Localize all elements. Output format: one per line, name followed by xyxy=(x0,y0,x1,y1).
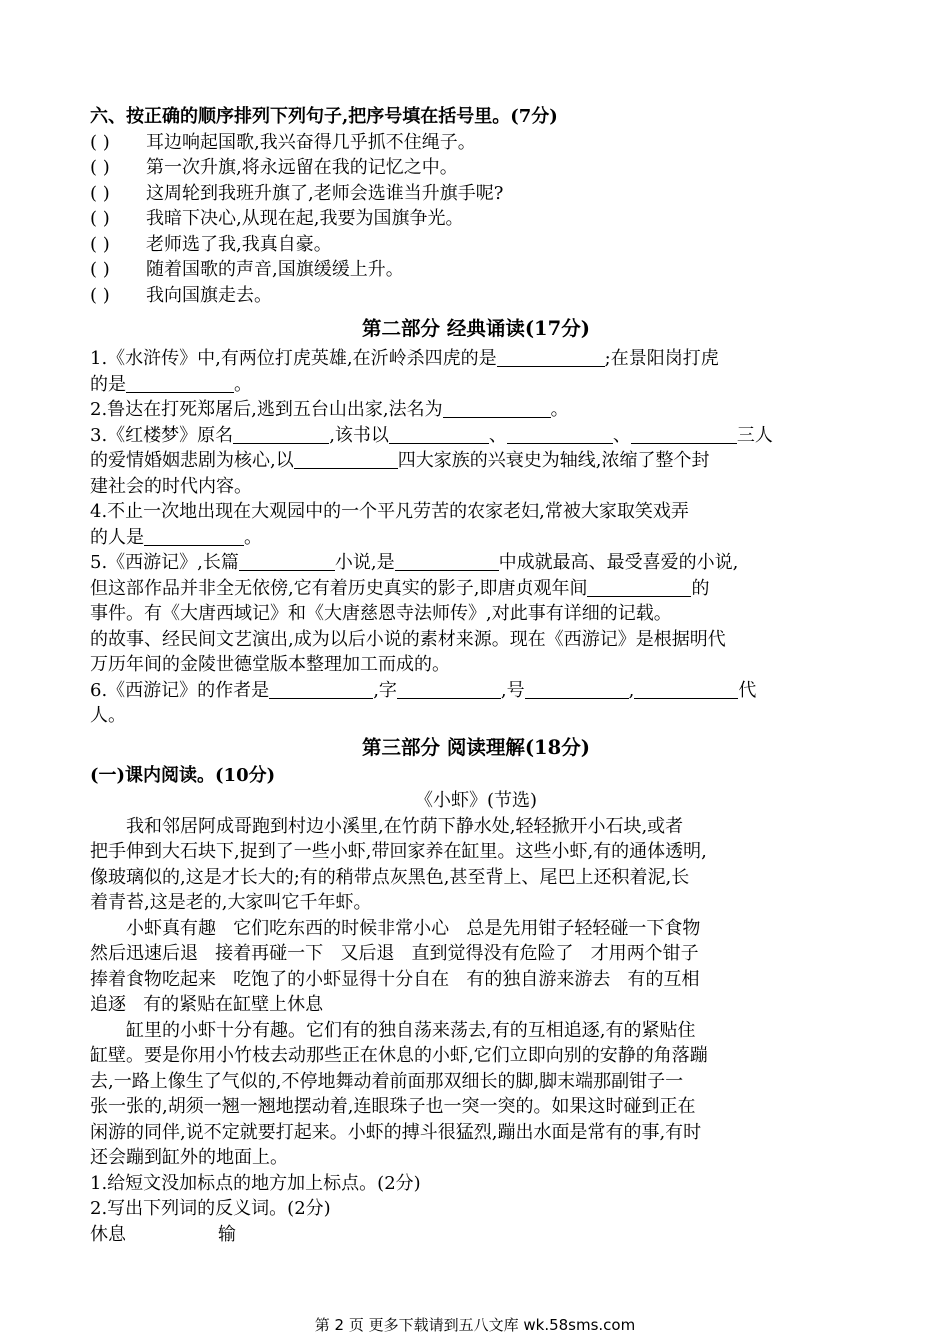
fill-blank[interactable] xyxy=(631,425,737,444)
question-4: 4.不止一次地出现在大观园中的一个平凡劳苦的农家老妇,常被大家取笑戏弄 xyxy=(90,501,689,522)
answer-parens[interactable]: ( ) xyxy=(90,233,110,255)
content xyxy=(90,104,862,1247)
question-6-cont: 人。 xyxy=(90,705,126,726)
passage-line-unpunctuated[interactable]: 小虾真有趣 它们吃东西的时候非常小心 总是先用钳子轻轻碰一下食物 xyxy=(126,917,701,939)
fill-blank[interactable] xyxy=(634,680,738,699)
answer-parens[interactable]: ( ) xyxy=(90,208,110,229)
q-text: ;在景阳岗打虎 xyxy=(604,348,719,369)
q-text: 但这部作品并非全无依傍,它有着历史真实的影子,即唐贞观年间 xyxy=(90,577,588,599)
q-text: , xyxy=(628,679,635,701)
q-text: 、 xyxy=(612,424,631,446)
q-text: 四大家族的兴衰史为轴线,浓缩了整个封 xyxy=(397,450,710,471)
q-text: 小说,是 xyxy=(334,552,395,573)
passage-line: 缸里的小虾十分有趣。它们有的独自荡来荡去,有的互相追逐,有的紧贴住 xyxy=(126,1019,696,1041)
passage-line: 张一张的,胡须一翘一翘地摆动着,连眼珠子也一突一突的。如果这时碰到正在 xyxy=(90,1096,696,1117)
question-5-cont xyxy=(90,576,862,602)
order-item xyxy=(90,283,862,309)
question-1 xyxy=(90,346,862,372)
question-1-cont xyxy=(90,372,862,398)
fill-blank[interactable] xyxy=(397,680,501,699)
passage-line: 还会蹦到缸外的地面上。 xyxy=(90,1147,288,1168)
part2-title: 第二部分 经典诵读(17分) xyxy=(362,317,590,340)
q-text: 1.《水浒传》中,有两位打虎英雄,在沂岭杀四虎的是 xyxy=(90,348,497,369)
q-text: 三人 xyxy=(736,424,773,446)
order-item-text: 耳边响起国歌,我兴奋得几乎抓不住绳子。 xyxy=(146,131,476,153)
order-item-text: 随着国歌的声音,国旗缓缓上升。 xyxy=(146,259,404,280)
q-text: 的 xyxy=(691,577,710,599)
fill-blank[interactable] xyxy=(126,374,234,393)
passage-title: 《小虾》(节选) xyxy=(414,790,538,811)
answer-parens[interactable]: ( ) xyxy=(90,259,110,280)
fill-blank[interactable] xyxy=(269,680,373,699)
passage-line: 我和邻居阿成哥跑到村边小溪里,在竹荫下静水处,轻轻掀开小石块,或者 xyxy=(126,815,684,837)
order-item xyxy=(90,206,862,232)
passage-line-unpunctuated[interactable]: 捧着食物吃起来 吃饱了的小虾显得十分自在 有的独自游来游去 有的互相 xyxy=(90,968,700,990)
q-text: 3.《红楼梦》原名 xyxy=(90,424,234,446)
question-5-cont: 万历年间的金陵世德堂版本整理加工而成的。 xyxy=(90,654,450,675)
q-text: 5.《西游记》,长篇 xyxy=(90,552,239,573)
q-text: ,该书以 xyxy=(329,424,389,446)
section6-title: 六、按正确的顺序排列下列句子,把序号填在括号里。(7分) xyxy=(90,106,558,127)
question-3 xyxy=(90,423,862,449)
fill-blank[interactable] xyxy=(239,552,335,571)
order-item xyxy=(90,155,862,181)
passage-line-unpunctuated[interactable]: 追逐 有的紧贴在缸壁上休息 xyxy=(90,994,324,1015)
order-item xyxy=(90,232,862,258)
answer-parens[interactable]: ( ) xyxy=(90,182,110,204)
q-text: 。 xyxy=(234,373,252,395)
order-item-text: 这周轮到我班升旗了,老师会选谁当升旗手呢? xyxy=(146,182,504,204)
antonym-word: 输 xyxy=(218,1223,236,1245)
question-3-cont: 建社会的时代内容。 xyxy=(90,475,252,497)
fill-blank[interactable] xyxy=(497,348,605,367)
question-5-cont: 的故事、经民间文艺演出,成为以后小说的素材来源。现在《西游记》是根据明代 xyxy=(90,628,726,650)
fill-blank[interactable] xyxy=(144,527,244,546)
order-item-text: 老师选了我,我真自豪。 xyxy=(146,233,332,255)
fill-blank[interactable] xyxy=(233,425,329,444)
antonym-word: 休息 xyxy=(90,1223,126,1245)
reading-question-2: 2.写出下列词的反义词。(2分) xyxy=(90,1198,331,1219)
part3-title: 第三部分 阅读理解(18分) xyxy=(362,735,590,759)
order-item-text: 我向国旗走去。 xyxy=(146,284,272,306)
part3-subtitle: (一)课内阅读。(10分) xyxy=(90,764,276,786)
passage-line: 闲游的同伴,说不定就要打起来。小虾的搏斗很猛烈,蹦出水面是常有的事,有时 xyxy=(90,1121,702,1143)
q-text: 。 xyxy=(550,399,569,420)
q-text: ,字 xyxy=(373,679,397,701)
q-text: 的爱情婚姻悲剧为核心,以 xyxy=(90,450,294,471)
passage-line: 缸壁。要是你用小竹枝去动那些正在休息的小虾,它们立即向别的安静的角落蹦 xyxy=(90,1045,708,1066)
page-footer: 第 2 页 更多下载请到五八文库 wk.58sms.com xyxy=(314,1316,636,1334)
question-2 xyxy=(90,397,862,423)
q-text: 代 xyxy=(738,679,757,701)
q-text: ,号 xyxy=(500,679,525,701)
order-item xyxy=(90,257,862,283)
passage-line: 像玻璃似的,这是才长大的;有的稍带点灰黑色,甚至背上、尾巴上还积着泥,长 xyxy=(90,866,690,888)
question-4-cont xyxy=(90,525,862,551)
fill-blank[interactable] xyxy=(395,552,499,571)
q-text: 中成就最高、最受喜爱的小说, xyxy=(498,552,739,573)
antonym-words xyxy=(90,1222,862,1248)
order-item xyxy=(90,130,862,156)
passage-line-unpunctuated[interactable]: 然后迅速后退 接着再碰一下 又后退 直到觉得没有危险了 才用两个钳子 xyxy=(90,943,699,964)
q-text: 、 xyxy=(488,424,507,446)
fill-blank[interactable] xyxy=(507,425,613,444)
order-item-text: 第一次升旗,将永远留在我的记忆之中。 xyxy=(146,157,458,178)
q-text: 。 xyxy=(244,526,262,548)
fill-blank[interactable] xyxy=(587,578,691,597)
order-item xyxy=(90,181,862,207)
passage-line: 把手伸到大石块下,捉到了一些小虾,带回家养在缸里。这些小虾,有的通体透明, xyxy=(90,841,707,862)
fill-blank[interactable] xyxy=(294,450,398,469)
q-text: 2.鲁达在打死郑屠后,逃到五台山出家,法名为 xyxy=(90,399,443,420)
answer-parens[interactable]: ( ) xyxy=(90,131,110,153)
fill-blank[interactable] xyxy=(525,680,629,699)
question-5 xyxy=(90,550,862,576)
passage-line: 着青苔,这是老的,大家叫它千年虾。 xyxy=(90,892,372,913)
question-5-cont: 事件。有《大唐西域记》和《大唐慈恩寺法师传》,对此事有详细的记载。 xyxy=(90,603,672,624)
answer-parens[interactable]: ( ) xyxy=(90,284,110,306)
question-6 xyxy=(90,678,862,704)
q-text: 的人是 xyxy=(90,526,144,548)
passage-line: 去,一路上像生了气似的,不停地舞动着前面那双细长的脚,脚末端那副钳子一 xyxy=(90,1070,684,1092)
fill-blank[interactable] xyxy=(443,399,551,418)
fill-blank[interactable] xyxy=(389,425,489,444)
q-text: 6.《西游记》的作者是 xyxy=(90,679,270,701)
q-text: 的是 xyxy=(90,373,126,395)
reading-question-1: 1.给短文没加标点的地方加上标点。(2分) xyxy=(90,1172,421,1194)
question-3-cont xyxy=(90,448,862,474)
answer-parens[interactable]: ( ) xyxy=(90,157,110,178)
order-item-text: 我暗下决心,从现在起,我要为国旗争光。 xyxy=(146,208,464,229)
